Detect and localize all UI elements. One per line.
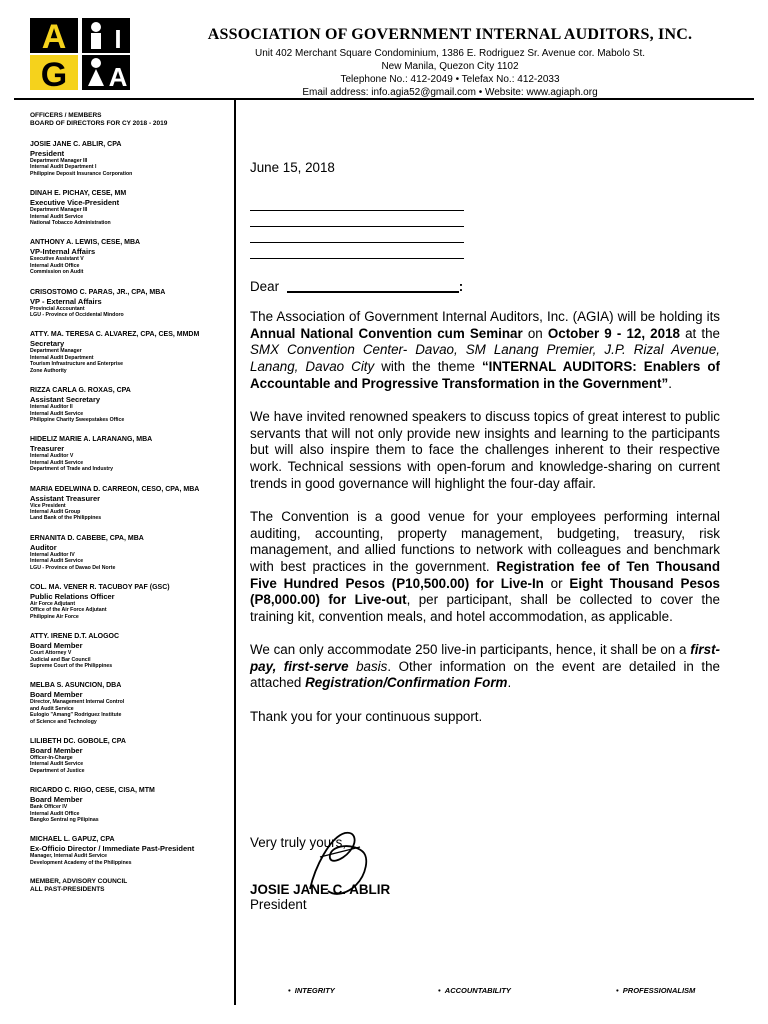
officer-position-line: Philippine Charity Sweepstakes Office xyxy=(30,416,125,423)
officer-position-line: Bangko Sentral ng Pilipinas xyxy=(30,817,99,824)
officer-position-line: Court Attorney V xyxy=(30,650,72,657)
signer-title: President xyxy=(250,897,307,912)
officer-entry xyxy=(30,387,230,423)
officer-name: JOSIE JANE C. ABLIR, CPA xyxy=(30,141,122,148)
officer-name: MICHAEL L. GAPUZ, CPA xyxy=(30,836,115,844)
officer-position-line: Executive Assistant V xyxy=(30,256,84,263)
p4-text: We can only accommodate 250 live-in participants, hence, it shall be on a xyxy=(250,642,691,658)
p1-venue: SMX Convention Center- Davao, SM Lanang Premier, J.P. Rizal Avenue, Lanang, Davao City xyxy=(250,342,720,374)
agia-logo xyxy=(30,18,130,90)
p4-text: . Other information on the event are detailed in the attached xyxy=(250,658,721,691)
sidebar-footer-2: ALL PAST-PRESIDENTS xyxy=(30,886,105,894)
p3-fee-live-in: Registration fee of Ten Thousand Five Hundred Pesos (P10,500.00) for Live-In xyxy=(250,558,721,591)
contact-line: Email address: info.agia52@gmail.com • Website: www.agiaph.org xyxy=(302,87,598,98)
p4-basis: basis xyxy=(348,658,388,674)
officer-name: ANTHONY A. LEWIS, CESE, MBA xyxy=(30,239,141,247)
officer-position-line: Internal Audit Department xyxy=(30,354,94,361)
officer-position-line: Internal Audit Group xyxy=(30,508,81,515)
officer-position-line: Land Bank of the Philippines xyxy=(30,515,102,522)
logo-letter-i: I xyxy=(114,24,122,54)
letter-date: June 15, 2018 xyxy=(250,160,335,175)
p1-text: . xyxy=(668,375,672,391)
officer-position-line: Officer-In-Charge xyxy=(30,755,73,762)
p3-fee-live-out: Eight Thousand Pesos (P8,000.00) for Live-out xyxy=(250,575,720,608)
address-blank xyxy=(250,199,464,211)
officer-entry xyxy=(30,436,230,472)
officer-entry xyxy=(30,141,230,177)
officer-entry xyxy=(30,584,230,620)
footer-integrity: INTEGRITY xyxy=(294,986,335,995)
officer-title: Board Member xyxy=(30,795,83,805)
officer-position-line: Internal Auditor II xyxy=(30,404,73,411)
sidebar-heading-1: OFFICERS / MEMBERS xyxy=(30,112,102,119)
officer-entry xyxy=(30,190,230,226)
officer-position-line: Internal Auditor V xyxy=(30,453,74,460)
header-divider xyxy=(14,98,754,100)
officer-title: VP - External Affairs xyxy=(30,296,102,306)
officer-position-line: Judicial and Bar Council xyxy=(30,656,91,663)
officer-position-line: Department Manager xyxy=(30,348,82,355)
officer-name: HIDELIZ MARIE A. LARANANG, MBA xyxy=(30,436,153,444)
address-blanks xyxy=(250,199,720,259)
p3-text: , per participant, shall be collected to cover the training kit, convention meals, and hotel accommodation, as applicable. xyxy=(250,592,720,624)
officer-position-line: Department of Trade and Industry xyxy=(30,466,114,473)
officer-position-line: Provincial Accountant xyxy=(30,305,85,312)
p3-text: The Convention is a good venue for your employees performing internal auditing, accounting, property management, budgeting, treasury, risk management, and allied functions to network with colleagues and benchmark with best practices in the government. xyxy=(250,509,720,574)
p1-dates: October 9 - 12, 2018 xyxy=(547,325,680,341)
officer-entry xyxy=(30,239,230,275)
officer-name: MARIA EDELWINA D. CARREON, CESO, CPA, MBA xyxy=(30,485,200,493)
officer-title: Board Member xyxy=(30,690,83,700)
officer-position-line: Internal Auditor IV xyxy=(30,551,75,558)
officer-entry xyxy=(30,331,230,374)
officer-position-line: and Audit Service xyxy=(30,705,74,712)
officer-position-line: Philippine Air Force xyxy=(30,613,79,620)
address-line-1: Unit 402 Merchant Square Condominium, 1386 E. Rodriguez Sr. Avenue cor. Mabolo St. xyxy=(254,48,646,59)
officer-position-line: LGU - Province of Occidental Mindoro xyxy=(30,312,124,319)
p4-first-pay: first-pay, first-serve xyxy=(250,642,720,674)
phone-line: Telephone No.: 412-2049 • Telefax No.: 412-2033 xyxy=(340,74,560,85)
officer-position-line: Internal Audit Department I xyxy=(30,164,97,171)
footer-professionalism: PROFESSIONALISM xyxy=(622,986,696,995)
org-name: ASSOCIATION OF GOVERNMENT INTERNAL AUDITORS, INC. xyxy=(207,26,693,43)
logo-letter-g: G xyxy=(40,56,68,90)
officer-position-line: Manager, Internal Audit Service xyxy=(30,853,108,860)
p4-form: Registration/Confirmation Form xyxy=(305,675,508,691)
p1-text: with the theme xyxy=(374,358,482,374)
officer-position-line: Internal Audit Service xyxy=(30,213,84,220)
officer-position-line: Supreme Court of the Philippines xyxy=(30,663,113,669)
paragraph-5: Thank you for your continuous support. xyxy=(250,709,483,725)
officer-entry xyxy=(30,836,230,866)
salutation-blank xyxy=(287,291,459,293)
officer-name: ERNANITA D. CABEBE, CPA, MBA xyxy=(30,534,144,542)
officer-title: Treasurer xyxy=(30,444,65,454)
officer-position-line: Department Manager III xyxy=(30,207,88,214)
officer-name: CRISOSTOMO C. PARAS, JR., CPA, MBA xyxy=(30,288,166,296)
salutation-line: Dear : xyxy=(250,278,464,294)
officer-name: RIZZA CARLA G. ROXAS, CPA xyxy=(30,387,131,395)
closing: Very truly yours, xyxy=(250,835,346,850)
footer-accountability: ACCOUNTABILITY xyxy=(444,986,511,995)
address-blank xyxy=(250,247,464,259)
officer-position-line: Internal Audit Office xyxy=(30,262,80,269)
paragraph-1 xyxy=(250,309,720,392)
officer-title: Ex-Officio Director / Immediate Past-President xyxy=(30,844,195,854)
officer-title: VP-Internal Affairs xyxy=(30,247,96,257)
officer-position-line: Vice President xyxy=(30,502,66,509)
sidebar-heading-2: BOARD OF DIRECTORS FOR CY 2018 - 2019 xyxy=(30,120,168,127)
officer-title: Assistant Treasurer xyxy=(30,493,101,503)
officer-position-line: Commission on Audit xyxy=(30,269,84,276)
officer-name: DINAH E. PICHAY, CESE, MM xyxy=(30,190,127,198)
officer-title: Secretary xyxy=(30,339,65,349)
officer-position-line: Bank Officer IV xyxy=(30,804,68,811)
officer-entry xyxy=(30,633,230,669)
p1-text: at the xyxy=(679,325,720,341)
signature-block xyxy=(250,835,550,912)
officer-title: Board Member xyxy=(30,641,83,651)
officer-name: ATTY. IRENE D.T. ALOGOC xyxy=(30,633,120,641)
officer-position-line: of Science and Technology xyxy=(30,718,97,725)
officer-entry xyxy=(30,738,230,774)
officer-entry xyxy=(30,682,230,725)
letter-body xyxy=(250,160,720,726)
signer-name: JOSIE JANE C. ABLIR xyxy=(250,882,391,897)
officers-sidebar xyxy=(30,112,230,894)
paragraph-3 xyxy=(250,509,720,625)
officer-position-line: Internal Audit Office xyxy=(30,810,80,817)
footer-value-1: • INTEGRITY xyxy=(288,986,335,995)
officer-entry xyxy=(30,289,230,319)
letterhead xyxy=(150,26,750,99)
officer-entry xyxy=(30,535,230,571)
officer-position-line: Air Force Adjutant xyxy=(30,600,76,607)
officer-entry xyxy=(30,787,230,823)
logo-letter-a2: A xyxy=(108,62,128,90)
officer-position-line: Internal Audit Service xyxy=(30,459,84,466)
signature-scribble xyxy=(300,827,380,899)
officer-position-line: Department of Justice xyxy=(30,767,85,774)
officer-name: LILIBETH DC. GOBOLE, CPA xyxy=(30,738,126,746)
officers-list xyxy=(30,141,230,866)
officer-position-line: National Tobacco Administration xyxy=(30,220,111,227)
officer-position-line: Internal Audit Service xyxy=(30,558,84,565)
p1-theme: “INTERNAL AUDITORS: Enablers of Accountable and Progressive Transformation in the Government” xyxy=(250,358,720,391)
address-line-2: New Manila, Quezon City 1102 xyxy=(381,61,519,72)
advisory-council xyxy=(30,878,230,894)
p1-text: on xyxy=(522,325,548,341)
officer-title: Executive Vice-President xyxy=(30,198,120,208)
officer-title: Auditor xyxy=(30,542,57,552)
officer-entry xyxy=(30,486,230,522)
officer-position-line: Internal Audit Service xyxy=(30,761,84,768)
p3-text: or xyxy=(543,575,570,591)
officer-position-line: Eulogio "Amang" Rodriguez Institute xyxy=(30,712,122,719)
officer-position-line: Development Academy of the Philippines xyxy=(30,859,132,866)
officer-position-line: Zone Authority xyxy=(30,367,67,374)
officer-name: COL. MA. VENER R. TACUBOY PAF (GSC) xyxy=(30,583,170,591)
logo-letter-a: A xyxy=(41,18,67,56)
p1-event: Annual National Convention cum Seminar xyxy=(250,325,523,341)
officer-position-line: Philippine Deposit Insurance Corporation xyxy=(30,170,133,177)
paragraph-2: We have invited renowned speakers to discuss topics of great interest to public servants that will not only provide new insights and learning to the participants but will also inspire them to face the challenges inherent to their respective work. Technical sessions with open-forum and knowledge-sharing on current trends in good governance will highlight the four-day affair. xyxy=(250,409,720,491)
address-blank xyxy=(250,215,464,227)
officer-name: ATTY. MA. TERESA C. ALVAREZ, CPA, CES, MMDM xyxy=(30,331,200,339)
salutation: Dear xyxy=(250,278,280,294)
officer-name: MELBA S. ASUNCION, DBA xyxy=(30,682,122,690)
officer-title: Assistant Secretary xyxy=(30,395,101,405)
footer-value-3: • PROFESSIONALISM xyxy=(616,986,696,995)
p4-text: . xyxy=(507,675,512,691)
officer-title: Board Member xyxy=(30,746,83,756)
paragraph-4 xyxy=(250,642,720,692)
p1-text: The Association of Government Internal Auditors, Inc. (AGIA) will be holding its xyxy=(250,309,720,325)
officer-position-line: Director, Management Internal Control xyxy=(30,699,125,706)
officer-position-line: Internal Audit Service xyxy=(30,410,84,417)
sidebar-divider xyxy=(234,99,236,1005)
officer-position-line: Office of the Air Force Adjutant xyxy=(30,607,107,614)
officer-name: RICARDO C. RIGO, CESE, CISA, MTM xyxy=(30,787,155,795)
officer-position-line: Department Manager III xyxy=(30,158,88,164)
address-blank xyxy=(250,231,464,243)
sidebar-footer-1: MEMBER, ADVISORY COUNCIL xyxy=(30,878,128,886)
officer-position-line: LGU - Province of Davao Del Norte xyxy=(30,564,116,571)
officer-title: Public Relations Officer xyxy=(30,591,115,601)
officer-position-line: Tourism Infrastructure and Enterprise xyxy=(30,361,124,368)
officer-title: President xyxy=(30,149,65,158)
footer-value-2: • ACCOUNTABILITY xyxy=(438,986,511,995)
